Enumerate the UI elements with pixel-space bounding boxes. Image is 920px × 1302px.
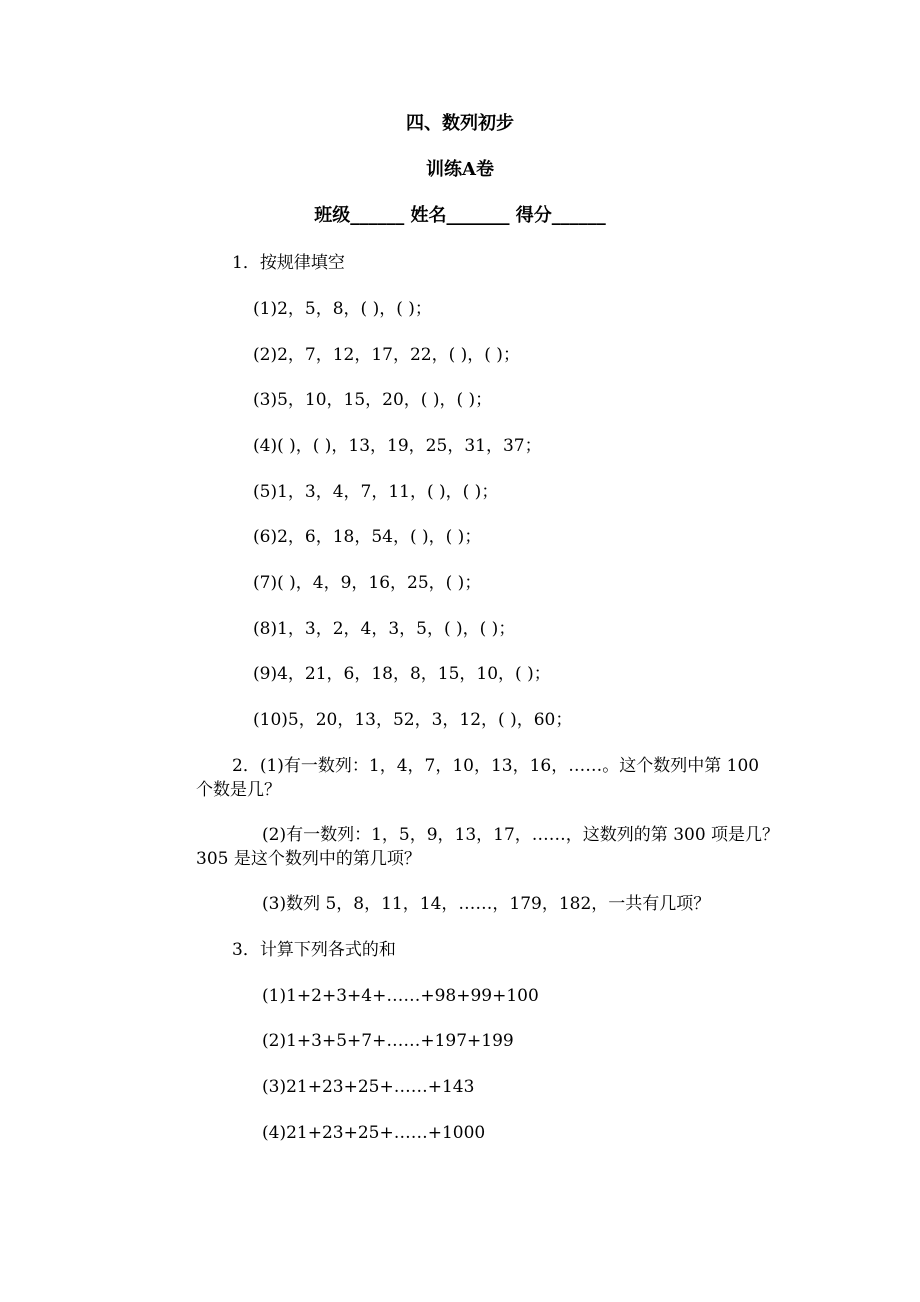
question-3-item: (4)21+23+25+……+1000 [262, 1123, 486, 1143]
question-3-heading: 3．计算下列各式的和 [232, 940, 396, 960]
question-1-heading: 1．按规律填空 [232, 253, 345, 273]
question-1-item: (9)4，21，6，18，8，15，10，( )； [253, 664, 551, 684]
question-1-item: (2)2，7，12，17，22，( )，( )； [253, 345, 520, 365]
question-3-item: (2)1+3+5+7+……+197+199 [262, 1031, 514, 1051]
question-3-item: (1)1+2+3+4+……+98+99+100 [262, 986, 539, 1006]
question-3-item: (3)21+23+25+……+143 [262, 1077, 475, 1097]
question-1-item: (3)5，10，15，20，( )，( )； [253, 390, 493, 410]
student-info-line: 班级______ 姓名_______ 得分______ [314, 205, 606, 226]
question-2-part-1-continued: 个数是几？ [196, 780, 281, 800]
question-1-item: (4)( )，( )，13，19，25，31，37； [253, 436, 542, 456]
question-1-item: (10)5，20，13，52，3，12，( )，60； [253, 710, 573, 730]
page-title: 四、数列初步 [406, 113, 514, 134]
question-1-item: (7)( )，4，9，16，25，( )； [253, 573, 482, 593]
question-2-part-2-continued: 305 是这个数列中的第几项？ [196, 849, 421, 869]
question-1-item: (8)1，3，2，4，3，5，( )，( )； [253, 619, 516, 639]
question-1-item: (6)2，6，18，54，( )，( )； [253, 527, 482, 547]
question-2-part-3: (3)数列 5，8，11，14，……，179，182，一共有几项？ [262, 894, 711, 914]
question-1-item: (1)2，5，8，( )，( )； [253, 299, 432, 319]
page-subtitle: 训练A卷 [426, 159, 494, 180]
question-1-item: (5)1，3，4，7，11，( )，( )； [253, 482, 499, 502]
question-2-part-2: (2)有一数列：1，5，9，13，17，……，这数列的第 300 项是几？ [262, 825, 780, 845]
question-2-part-1: 2．(1)有一数列：1，4，7，10，13，16，……。这个数列中第 100 [232, 756, 760, 776]
